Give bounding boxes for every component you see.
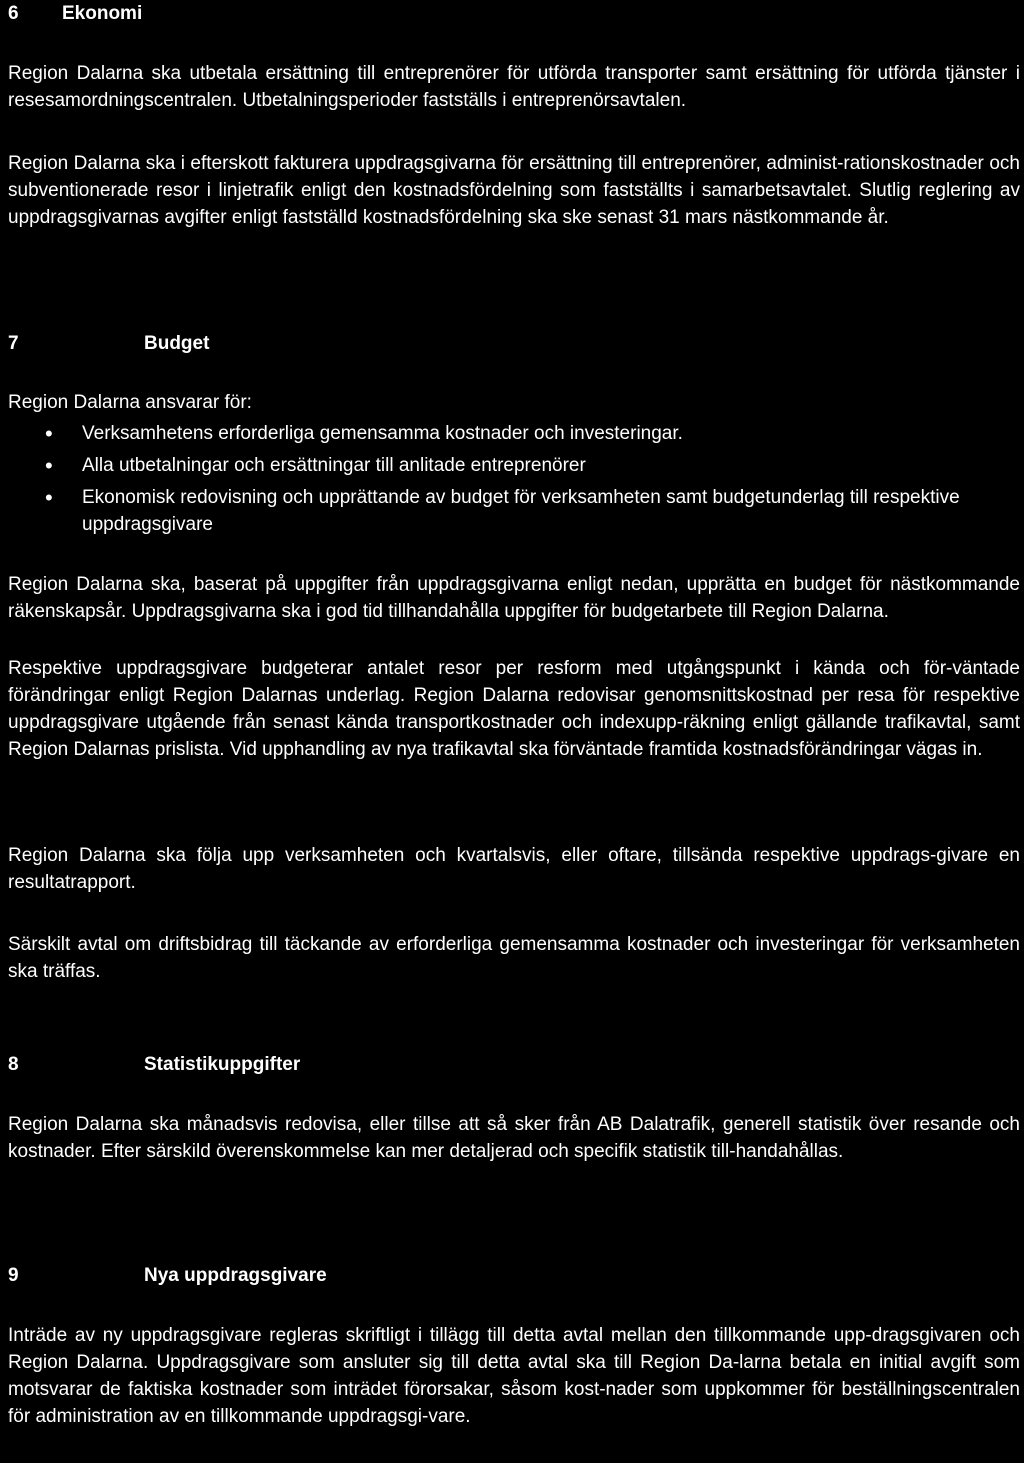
paragraph-intro: Region Dalarna ansvarar för: [8,392,252,413]
section-heading-9 [8,1262,327,1289]
bullet-list [8,420,1020,538]
paragraph: Särskilt avtal om driftsbidrag till täckande av erforderliga gemensamma kostnader och investeringar för verksamheten ska träffas. [8,934,1020,982]
section-title: Statistikuppgifter [144,1054,301,1075]
paragraph: Respektive uppdragsgivare budgeterar antalet resor per resform med utgångspunkt i kända och för-väntade förändringar enligt Region Dalarnas underlag. Region Dalarna redovisar genomsnittskostnad per resa för respektive uppdragsgivare utgående från senast kända transportkostnader och indexupp-räkning enligt gällande trafikavtal, samt Region Dalarnas prislista. Vid upphandling av nya trafikavtal ska förväntade framtida kostnadsförändringar vägas in. [8,658,1020,760]
paragraph: Region Dalarna ska, baserat på uppgifter från uppdragsgivarna enligt nedan, upprätta en budget för nästkommande räkenskapsår. Uppdragsgivarna ska i god tid tillhandahålla uppgifter för budgetarbete till Region Dalarna. [8,574,1020,622]
section-title: Nya uppdragsgivare [144,1265,327,1286]
section-number: 6 [8,3,19,24]
section-title: Budget [144,333,210,354]
paragraph: Region Dalarna ska månadsvis redovisa, eller tillse att så sker från AB Dalatrafik, generell statistik över resande och kostnader. Efter särskild överenskommelse kan mer detaljerad och specifik statistik till-handahållas. [8,1114,1020,1162]
paragraph: Region Dalarna ska utbetala ersättning till entreprenörer för utförda transporter samt ersättning för utförda tjänster i resesamordningscentralen. Utbetalningsperioder fastställs i entreprenörsavtalen. [8,63,1020,111]
section-title: Ekonomi [62,3,143,24]
section-number: 8 [8,1054,19,1075]
list-item: • Ekonomisk redovisning och upprättande av budget för verksamheten samt budgetunderlag till respektive uppdragsgivare [8,484,1020,538]
section-heading-8 [8,1051,301,1078]
paragraph: Region Dalarna ska i efterskott fakturera uppdragsgivarna för ersättning till entreprenörer, administ-rationskostnader och subventionerade resor i linjetrafik enligt den kostnadsfördelning som fastställts i samarbetsavtalet. Slutlig reglering av uppdragsgivarnas avgifter enligt fastställd kostnadsfördelning ska ske senast 31 mars nästkommande år. [8,153,1020,228]
list-item: • Alla utbetalningar och ersättningar till anlitade entreprenörer [8,452,1020,479]
section-number: 9 [8,1265,19,1286]
paragraph: Region Dalarna ska följa upp verksamheten och kvartalsvis, eller oftare, tillsända respektive uppdrags-givare en resultatrapport. [8,845,1020,893]
section-heading-7 [8,330,210,357]
list-item: • Verksamhetens erforderliga gemensamma kostnader och investeringar. [8,420,1020,447]
section-heading-6 [8,0,143,27]
paragraph: Inträde av ny uppdragsgivare regleras skriftligt i tillägg till detta avtal mellan den tillkommande upp-dragsgivaren och Region Dalarna. Uppdragsgivare som ansluter sig till detta avtal ska till Region Da-larna betala en initial avgift som motsvarar de faktiska kostnader som inträdet förorsakar, såsom kost-nader som uppkommer för beställningscentralen för administration av en tillkommande uppdragsgi-vare. [8,1325,1020,1427]
section-number: 7 [8,333,19,354]
